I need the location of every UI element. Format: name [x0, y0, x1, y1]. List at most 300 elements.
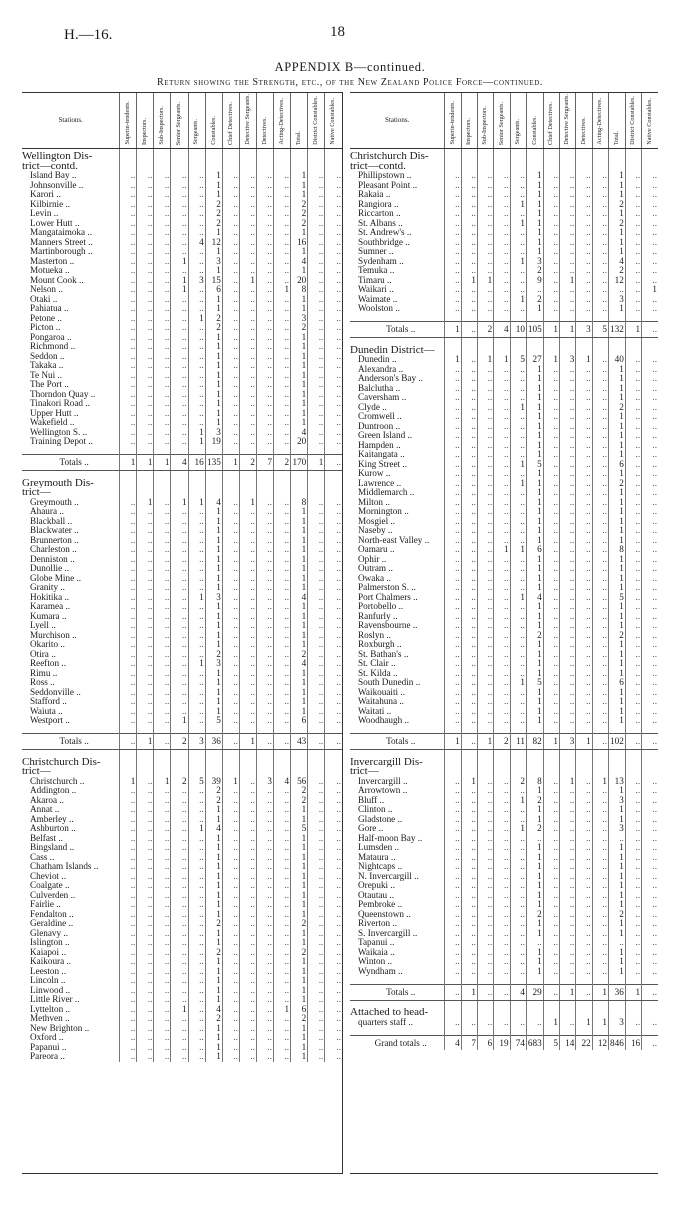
count-cell: .. — [325, 948, 342, 958]
count-cell: 1 — [205, 957, 222, 967]
count-cell: .. — [576, 545, 592, 555]
count-cell: .. — [477, 574, 493, 584]
station-row — [22, 1043, 342, 1053]
count-cell: .. — [559, 422, 575, 432]
count-cell: .. — [559, 612, 575, 622]
count-cell: .. — [222, 948, 239, 958]
count-cell: 1 — [526, 891, 543, 901]
count-cell — [461, 162, 477, 172]
count-cell: 2 — [526, 910, 543, 920]
count-cell: .. — [137, 805, 154, 815]
count-cell: .. — [137, 583, 154, 593]
count-cell: .. — [256, 621, 273, 631]
count-cell: .. — [642, 900, 658, 910]
count-cell: .. — [154, 507, 171, 517]
station-name: Green Island .. — [350, 431, 445, 441]
count-cell: 5 — [543, 1035, 559, 1050]
count-cell: .. — [494, 716, 510, 726]
count-cell: .. — [154, 437, 171, 447]
count-cell: .. — [477, 891, 493, 901]
count-cell: .. — [559, 957, 575, 967]
count-cell: .. — [154, 976, 171, 986]
station-name: Greymouth Dis- — [22, 478, 94, 489]
count-cell: 74 — [510, 1035, 526, 1050]
count-cell: 1 — [291, 631, 308, 641]
count-cell: 1 — [291, 1024, 308, 1034]
count-cell: .. — [274, 437, 291, 447]
count-cell: 1 — [609, 384, 626, 394]
count-cell: .. — [239, 190, 256, 200]
count-cell: .. — [239, 631, 256, 641]
count-cell: .. — [576, 891, 592, 901]
station-row — [350, 460, 658, 470]
count-cell: .. — [222, 536, 239, 546]
count-cell: 2 — [291, 323, 308, 333]
count-cell: .. — [308, 1043, 325, 1053]
count-cell: .. — [445, 900, 461, 910]
count-cell: .. — [137, 418, 154, 428]
count-cell: 1 — [205, 190, 222, 200]
count-cell: .. — [222, 564, 239, 574]
count-cell: .. — [325, 900, 342, 910]
count-cell: .. — [325, 238, 342, 248]
count-cell: 1 — [205, 900, 222, 910]
count-cell: .. — [137, 707, 154, 717]
count-cell: .. — [325, 333, 342, 343]
count-cell: .. — [445, 295, 461, 305]
count-cell: .. — [222, 824, 239, 834]
count-cell: 1 — [205, 342, 222, 352]
count-cell: .. — [559, 295, 575, 305]
count-cell: .. — [576, 564, 592, 574]
count-cell: .. — [274, 1014, 291, 1024]
count-cell: .. — [592, 834, 608, 844]
count-cell: .. — [308, 219, 325, 229]
count-cell: .. — [477, 200, 493, 210]
count-cell: .. — [477, 929, 493, 939]
count-cell: .. — [188, 786, 205, 796]
station-row — [22, 304, 342, 314]
count-cell: .. — [494, 650, 510, 660]
count-cell: 1 — [526, 659, 543, 669]
count-cell: .. — [477, 374, 493, 384]
count-cell: .. — [239, 526, 256, 536]
count-cell — [308, 152, 325, 162]
count-cell: .. — [137, 1014, 154, 1024]
count-cell: 2 — [609, 910, 626, 920]
count-cell: .. — [510, 431, 526, 441]
count-cell: .. — [494, 593, 510, 603]
count-cell: .. — [510, 384, 526, 394]
count-cell: 1 — [526, 640, 543, 650]
count-cell: .. — [274, 323, 291, 333]
count-cell: .. — [154, 1052, 171, 1062]
count-cell: .. — [154, 171, 171, 181]
count-cell: 1 — [205, 805, 222, 815]
count-cell: 1 — [205, 678, 222, 688]
count-cell: .. — [325, 669, 342, 679]
count-cell: .. — [120, 536, 137, 546]
count-cell: .. — [543, 403, 559, 413]
count-cell: .. — [576, 843, 592, 853]
count-cell: .. — [543, 171, 559, 181]
count-cell: .. — [154, 266, 171, 276]
count-cell: .. — [137, 238, 154, 248]
count-cell: .. — [120, 967, 137, 977]
count-cell: .. — [559, 365, 575, 375]
count-cell: .. — [308, 545, 325, 555]
count-cell — [526, 1008, 543, 1018]
count-cell: .. — [461, 412, 477, 422]
count-cell: .. — [576, 984, 592, 1000]
count-cell: .. — [239, 574, 256, 584]
count-cell: .. — [154, 409, 171, 419]
station-name: Kaitangata .. — [350, 450, 445, 460]
count-cell: 1 — [291, 707, 308, 717]
station-name: Riccarton .. — [350, 209, 445, 219]
count-cell — [239, 758, 256, 768]
station-row — [350, 688, 658, 698]
count-cell: 2 — [609, 631, 626, 641]
station-row — [22, 612, 342, 622]
station-name: Karori .. — [22, 190, 120, 200]
count-cell: .. — [308, 380, 325, 390]
count-cell: .. — [325, 266, 342, 276]
count-cell: .. — [625, 393, 641, 403]
spacer-row — [350, 726, 658, 734]
count-cell: .. — [510, 900, 526, 910]
count-cell: 1 — [526, 209, 543, 219]
count-cell: .. — [642, 853, 658, 863]
count-cell: .. — [154, 796, 171, 806]
count-cell: .. — [154, 716, 171, 726]
count-cell: .. — [171, 399, 188, 409]
count-cell: 2 — [205, 650, 222, 660]
station-row — [22, 545, 342, 555]
count-cell: .. — [222, 929, 239, 939]
count-cell — [154, 488, 171, 498]
count-cell: .. — [274, 853, 291, 863]
count-cell — [609, 767, 626, 777]
count-cell: 1 — [188, 593, 205, 603]
right-table-panel — [350, 92, 658, 1174]
count-cell: .. — [222, 1014, 239, 1024]
count-cell: .. — [592, 612, 608, 622]
count-cell: 1 — [291, 390, 308, 400]
count-cell: .. — [308, 612, 325, 622]
count-cell: .. — [325, 707, 342, 717]
count-cell: .. — [477, 984, 493, 1000]
count-cell: 1 — [526, 384, 543, 394]
count-cell: .. — [445, 805, 461, 815]
count-cell: .. — [274, 976, 291, 986]
count-cell: .. — [239, 678, 256, 688]
count-cell — [120, 479, 137, 489]
count-cell: 1 — [445, 355, 461, 365]
count-cell: .. — [137, 929, 154, 939]
count-cell: .. — [120, 900, 137, 910]
count-cell: .. — [256, 1043, 273, 1053]
count-cell: .. — [625, 460, 641, 470]
count-cell: .. — [477, 621, 493, 631]
count-cell: .. — [477, 786, 493, 796]
count-cell: 1 — [188, 824, 205, 834]
count-cell: .. — [576, 640, 592, 650]
count-cell: .. — [256, 314, 273, 324]
station-name: Kurow .. — [350, 469, 445, 479]
count-cell: .. — [137, 181, 154, 191]
count-cell: .. — [171, 900, 188, 910]
count-cell: .. — [137, 853, 154, 863]
count-cell: .. — [239, 786, 256, 796]
station-name: Waitati .. — [350, 707, 445, 717]
station-name: Waimate .. — [350, 295, 445, 305]
count-cell: .. — [239, 409, 256, 419]
count-cell: .. — [188, 333, 205, 343]
count-cell: 1 — [494, 545, 510, 555]
count-cell: .. — [576, 517, 592, 527]
station-row — [350, 786, 658, 796]
count-cell: .. — [137, 295, 154, 305]
count-cell: .. — [642, 219, 658, 229]
count-cell: .. — [576, 929, 592, 939]
count-cell: .. — [559, 815, 575, 825]
count-cell: .. — [625, 805, 641, 815]
count-cell: .. — [543, 574, 559, 584]
count-cell: .. — [642, 526, 658, 536]
count-cell: .. — [239, 536, 256, 546]
count-cell: .. — [559, 545, 575, 555]
count-cell: .. — [445, 507, 461, 517]
station-name: St. Bathan's .. — [350, 650, 445, 660]
count-cell — [308, 488, 325, 498]
count-cell: .. — [559, 431, 575, 441]
count-cell: .. — [642, 707, 658, 717]
count-cell: .. — [576, 219, 592, 229]
station-row — [350, 621, 658, 631]
count-cell: .. — [477, 507, 493, 517]
count-cell: .. — [274, 498, 291, 508]
count-cell: .. — [188, 399, 205, 409]
station-row — [350, 219, 658, 229]
count-cell: .. — [256, 352, 273, 362]
count-cell: .. — [274, 371, 291, 381]
count-cell: .. — [642, 355, 658, 365]
count-cell: .. — [137, 545, 154, 555]
station-name: Seddonville .. — [22, 688, 120, 698]
count-cell: .. — [325, 390, 342, 400]
count-cell: .. — [256, 545, 273, 555]
count-cell: .. — [308, 716, 325, 726]
count-cell: .. — [494, 200, 510, 210]
count-cell: .. — [274, 428, 291, 438]
count-cell: .. — [461, 640, 477, 650]
count-cell: .. — [171, 418, 188, 428]
count-cell — [461, 758, 477, 768]
count-cell: .. — [239, 507, 256, 517]
count-cell: .. — [325, 688, 342, 698]
count-cell: .. — [256, 1024, 273, 1034]
count-cell: .. — [325, 967, 342, 977]
spacer-row — [22, 726, 342, 734]
count-cell: .. — [154, 333, 171, 343]
count-cell: 1 — [188, 498, 205, 508]
count-cell: .. — [477, 450, 493, 460]
count-cell: .. — [171, 631, 188, 641]
count-cell: .. — [625, 365, 641, 375]
count-cell: .. — [445, 593, 461, 603]
count-cell: .. — [445, 843, 461, 853]
count-cell: 1 — [222, 455, 239, 471]
count-cell: 1 — [291, 669, 308, 679]
count-cell — [494, 767, 510, 777]
station-row — [350, 716, 658, 726]
count-cell: .. — [274, 815, 291, 825]
count-cell: .. — [137, 409, 154, 419]
station-name: Lower Hutt .. — [22, 219, 120, 229]
count-cell: .. — [494, 659, 510, 669]
count-cell: .. — [543, 824, 559, 834]
count-cell: .. — [461, 228, 477, 238]
count-cell: .. — [559, 967, 575, 977]
count-cell: .. — [461, 786, 477, 796]
station-name: Mosgiel .. — [350, 517, 445, 527]
count-cell: 1 — [291, 517, 308, 527]
station-name: Richmond .. — [22, 342, 120, 352]
count-cell: 1 — [291, 247, 308, 257]
count-cell: 1 — [461, 276, 477, 286]
station-row — [350, 200, 658, 210]
count-cell: .. — [625, 824, 641, 834]
count-cell — [239, 767, 256, 777]
count-cell: .. — [171, 995, 188, 1005]
count-cell — [154, 152, 171, 162]
count-cell: .. — [222, 872, 239, 882]
station-name: Timaru .. — [350, 276, 445, 286]
column-header: Sergeants. — [510, 93, 526, 148]
count-cell: .. — [222, 650, 239, 660]
count-cell: .. — [445, 219, 461, 229]
count-cell: .. — [154, 1024, 171, 1034]
count-cell: .. — [642, 574, 658, 584]
count-cell: .. — [543, 678, 559, 688]
count-cell: .. — [120, 707, 137, 717]
station-row — [350, 228, 658, 238]
count-cell: .. — [461, 200, 477, 210]
count-cell: .. — [461, 431, 477, 441]
count-cell: .. — [494, 450, 510, 460]
count-cell: .. — [274, 1043, 291, 1053]
count-cell: .. — [494, 488, 510, 498]
count-cell: .. — [445, 441, 461, 451]
count-cell: .. — [222, 707, 239, 717]
count-cell: .. — [120, 881, 137, 891]
count-cell: .. — [445, 984, 461, 1000]
count-cell: .. — [120, 352, 137, 362]
count-cell: .. — [308, 948, 325, 958]
count-cell: 1 — [642, 285, 658, 295]
count-cell: .. — [308, 957, 325, 967]
count-cell: .. — [308, 418, 325, 428]
district-heading-row — [22, 162, 342, 172]
station-name: Coalgate .. — [22, 881, 120, 891]
count-cell — [239, 479, 256, 489]
count-cell: 1 — [543, 322, 559, 338]
count-cell: 1 — [291, 564, 308, 574]
station-row — [22, 564, 342, 574]
count-cell: .. — [222, 323, 239, 333]
count-cell: .. — [256, 853, 273, 863]
count-cell: 1 — [609, 365, 626, 375]
station-name: trict—contd. — [350, 161, 406, 172]
count-cell — [576, 767, 592, 777]
count-cell: .. — [256, 919, 273, 929]
station-row — [350, 403, 658, 413]
count-cell — [543, 758, 559, 768]
count-cell: 1 — [510, 219, 526, 229]
spacer-row — [22, 447, 342, 455]
station-row — [22, 815, 342, 825]
count-cell: .. — [592, 786, 608, 796]
count-cell — [625, 162, 641, 172]
count-cell: .. — [222, 200, 239, 210]
station-row — [350, 574, 658, 584]
count-cell: .. — [188, 805, 205, 815]
count-cell: .. — [559, 441, 575, 451]
count-cell — [171, 758, 188, 768]
station-row — [22, 929, 342, 939]
count-cell: .. — [120, 390, 137, 400]
count-cell: 1 — [205, 1043, 222, 1053]
count-cell: .. — [188, 190, 205, 200]
count-cell: .. — [461, 872, 477, 882]
station-name: Half-moon Bay .. — [350, 834, 445, 844]
count-cell: 1 — [205, 181, 222, 191]
count-cell: .. — [239, 390, 256, 400]
count-cell — [291, 479, 308, 489]
station-name: Chatham Islands .. — [22, 862, 120, 872]
count-cell — [325, 488, 342, 498]
count-cell: 1 — [205, 555, 222, 565]
count-cell: .. — [239, 219, 256, 229]
count-cell: .. — [576, 678, 592, 688]
column-header: Inspectors. — [137, 93, 154, 148]
count-cell: .. — [256, 1014, 273, 1024]
count-cell: .. — [625, 441, 641, 451]
station-row — [350, 777, 658, 787]
count-cell: .. — [477, 834, 493, 844]
count-cell: 1 — [592, 1018, 608, 1028]
count-cell — [461, 346, 477, 356]
count-cell: .. — [592, 929, 608, 939]
count-cell: .. — [239, 371, 256, 381]
count-cell: .. — [120, 1033, 137, 1043]
count-cell: .. — [559, 862, 575, 872]
count-cell: .. — [625, 650, 641, 660]
count-cell: .. — [222, 285, 239, 295]
count-cell: .. — [543, 488, 559, 498]
count-cell: .. — [461, 257, 477, 267]
station-row — [22, 659, 342, 669]
count-cell: 4 — [205, 1005, 222, 1015]
count-cell: .. — [592, 412, 608, 422]
count-cell: .. — [120, 697, 137, 707]
count-cell: .. — [188, 361, 205, 371]
count-cell: .. — [510, 583, 526, 593]
count-cell: .. — [188, 853, 205, 863]
count-cell — [154, 479, 171, 489]
count-cell: .. — [120, 986, 137, 996]
